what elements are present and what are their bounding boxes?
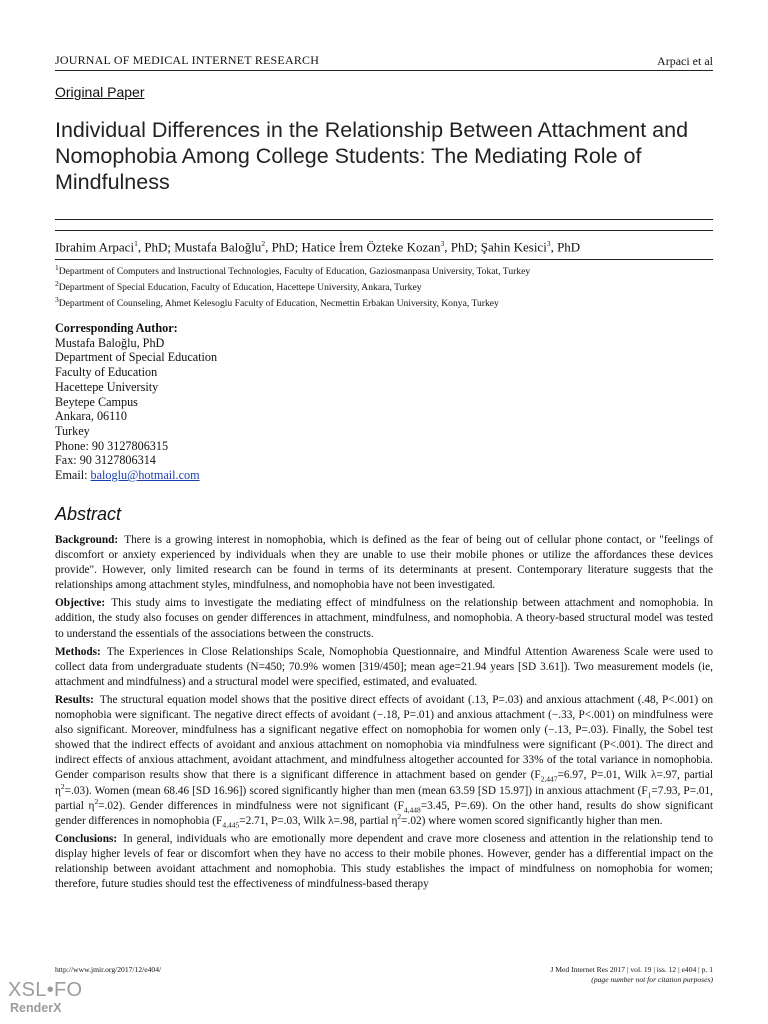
author-name: Ibrahim Arpaci <box>55 239 135 255</box>
title-rule-bottom <box>55 230 713 231</box>
conclusions-text: In general, individuals who are emotionally more dependent and crave more closeness and attention in the relationship tend to display higher levels of fear or discomfort when they have no access to their mobile phones. However, gender has a differential impact on the relationship between avoidant attachment and nomophobia. This study establishes the impact of mindfulness on nomophobia for women; therefore, future studies should test the effectiveness of mindfulness-based therapy <box>55 832 713 891</box>
abstract-results <box>55 693 713 829</box>
background-label: Background: <box>55 534 119 546</box>
email-row <box>55 468 217 483</box>
footer-url: http://www.jmir.org/2017/12/e404/ <box>55 965 162 974</box>
corresponding-line: Phone: 90 3127806315 <box>55 438 169 453</box>
objective-label: Objective: <box>55 597 106 610</box>
abstract-body <box>55 533 713 895</box>
renderx-logo <box>8 979 82 1015</box>
author-degree: , PhD <box>550 239 581 255</box>
footer-citation-block <box>550 965 713 985</box>
results-superscript: 2 <box>397 811 402 821</box>
results-text: =6.97, P=.01, Wilk λ=.97, partial η <box>55 769 713 797</box>
affiliation-text: Department of Counseling, Ahmet Kelesoglu Faculty of Education, Necmettin Erbakan University, Konya, Turkey <box>58 298 499 310</box>
results-label: Results: <box>55 693 94 706</box>
corresponding-line: Department of Special Education <box>55 350 218 365</box>
affiliation-sup: 1 <box>55 263 59 272</box>
running-author: Arpaci et al <box>657 54 713 68</box>
corresponding-line: Turkey <box>55 423 90 438</box>
authors-rule <box>55 259 713 260</box>
author-sup: 3 <box>546 239 551 248</box>
abstract-methods <box>55 645 713 690</box>
methods-text: The Experiences in Close Relationships Scale, Nomophobia Questionnaire, and Mindful Attention Awareness Scale were used to collect data from undergraduate students (N=450; 70.9% women [319/450]; mean age=21.94 years [SD 3.61]). Two measurement models (ie, attachment and mindfulness) and a structural model were specified, estimated, and evaluated. <box>55 645 713 688</box>
corresponding-line: Mustafa Baloğlu, PhD <box>55 335 165 350</box>
email-label: Email: <box>55 468 91 483</box>
abstract-objective <box>55 596 713 641</box>
logo-line2: RenderX <box>10 1001 62 1015</box>
affiliation <box>55 295 499 309</box>
author-degree: , PhD; <box>137 239 175 255</box>
conclusions-label: Conclusions: <box>55 832 118 845</box>
article-type: Original Paper <box>55 84 145 100</box>
results-text: The structural equation model shows that the positive direct effects of avoidant (.13, P=.03) and anxious attachment (.48, P<.001) on nomophobia were significant. The negative direct effects of avoidant (−.18, P=.01) and anxious attachment (−.33, P<.001) on mindfulness were also significant. Moreover, mindfulness has a significant negative effect on nomophobia for women only (−.13, P=.03). Finally, the Sobel test showed that the indirect effects of avoidant and anxious attachment on nomophobia via mindfulness were significant (P<.001). The direct and indirect effects of anxious attachment, avoidant attachment, and mindfulness altogether accounted for 33% of the total variance in nomophobia. Gender comparison results show that there is a significant difference in attachment based on gender (F <box>55 693 713 782</box>
corresponding-line: Fax: 90 3127806314 <box>55 453 156 468</box>
results-text: =7.93, P=.01, partial η <box>55 784 714 812</box>
results-text: =.02) where women scored significantly higher than men. <box>401 814 663 827</box>
author-sup: 3 <box>440 239 445 248</box>
results-text: =.02). Gender differences in mindfulness were not significant (F <box>98 799 404 812</box>
affiliation-text: Department of Computers and Instructional Technologies, Faculty of Education, Gaziosmanpasa University, Tokat, Turkey <box>58 266 531 278</box>
footer-citation: J Med Internet Res 2017 | vol. 19 | iss. 12 | e404 | p. 1 <box>550 965 713 974</box>
abstract-background <box>55 533 713 593</box>
corresponding-line: Hacettepe University <box>55 379 159 394</box>
results-text: =.03). Women (mean 68.46 [SD 16.96]) scored significantly higher than men (mean 63.59 [SD 15.97]) in anxious attachment (F <box>64 784 648 797</box>
results-text: =3.45, P=.69). On the other hand, results do show significant gender differences in nomophobia (F <box>55 799 713 827</box>
objective-text: This study aims to investigate the mediating effect of mindfulness on the relationship between attachment and nomophobia. In addition, the study also focuses on gender differences in attachment, mindfulness, and nomophobia. A theory-based structural model was tested to understand the essentials of the associations between the constructs. <box>55 597 713 640</box>
page-title: Individual Differences in the Relationship Between Attachment and Nomophobia Among College Students: The Mediating Role of Mindfulness <box>55 118 689 194</box>
author-name: Hatice İrem Özteke Kozan <box>301 239 441 255</box>
corresponding-line: Faculty of Education <box>55 365 158 380</box>
author-sup: 2 <box>261 239 266 248</box>
results-subscript: 2,447 <box>540 774 558 784</box>
affiliation-text: Department of Special Education, Faculty of Education, Hacettepe University, Ankara, Turkey <box>58 282 422 294</box>
affiliation <box>55 263 530 277</box>
author-name: Mustafa Baloğlu <box>174 239 262 255</box>
author-degree: , PhD; <box>444 239 481 255</box>
results-superscript: 2 <box>94 796 99 806</box>
results-text: =2.71, P=.03, Wilk λ=.98, partial η <box>239 814 398 827</box>
author-degree: , PhD; <box>265 239 302 255</box>
journal-name: JOURNAL OF MEDICAL INTERNET RESEARCH <box>55 53 320 67</box>
methods-label: Methods: <box>55 645 101 658</box>
affiliation <box>55 279 422 293</box>
abstract-heading: Abstract <box>55 504 122 524</box>
background-text: There is a growing interest in nomophobia, which is defined as the fear of being out of cellular phone contact, or "feelings of discomfort or anxiety experienced by individuals when they are unable to use their mobile phones or utilize the affordances these devices provide". However, only limited research can be found in terms of its determinants at present. Contemporary literature suggests that the relationships among attachment styles, mindfulness, and nomophobia have not been investigated. <box>55 534 713 592</box>
footer-note: (page number not for citation purposes) <box>591 975 713 984</box>
abstract-conclusions <box>55 832 713 892</box>
affiliation-sup: 3 <box>55 295 59 304</box>
results-subscript: 1 <box>647 789 652 799</box>
author-name: Şahin Kesici <box>480 239 547 255</box>
author-list <box>55 239 580 255</box>
corresponding-author <box>55 321 217 483</box>
title-rule-top <box>55 219 713 220</box>
results-subscript: 4,448 <box>403 804 421 814</box>
affiliation-sup: 2 <box>55 279 59 288</box>
results-superscript: 2 <box>60 781 65 791</box>
corresponding-label: Corresponding Author: <box>55 321 178 335</box>
results-subscript: 4,445 <box>222 819 240 829</box>
email-link[interactable]: baloglu@hotmail.com <box>90 468 200 483</box>
corresponding-line: Ankara, 06110 <box>55 409 127 424</box>
author-sup: 1 <box>134 239 138 248</box>
corresponding-line: Beytepe Campus <box>55 394 138 409</box>
header-rule <box>55 70 713 71</box>
logo-line1: XSL•FO <box>8 979 83 1001</box>
